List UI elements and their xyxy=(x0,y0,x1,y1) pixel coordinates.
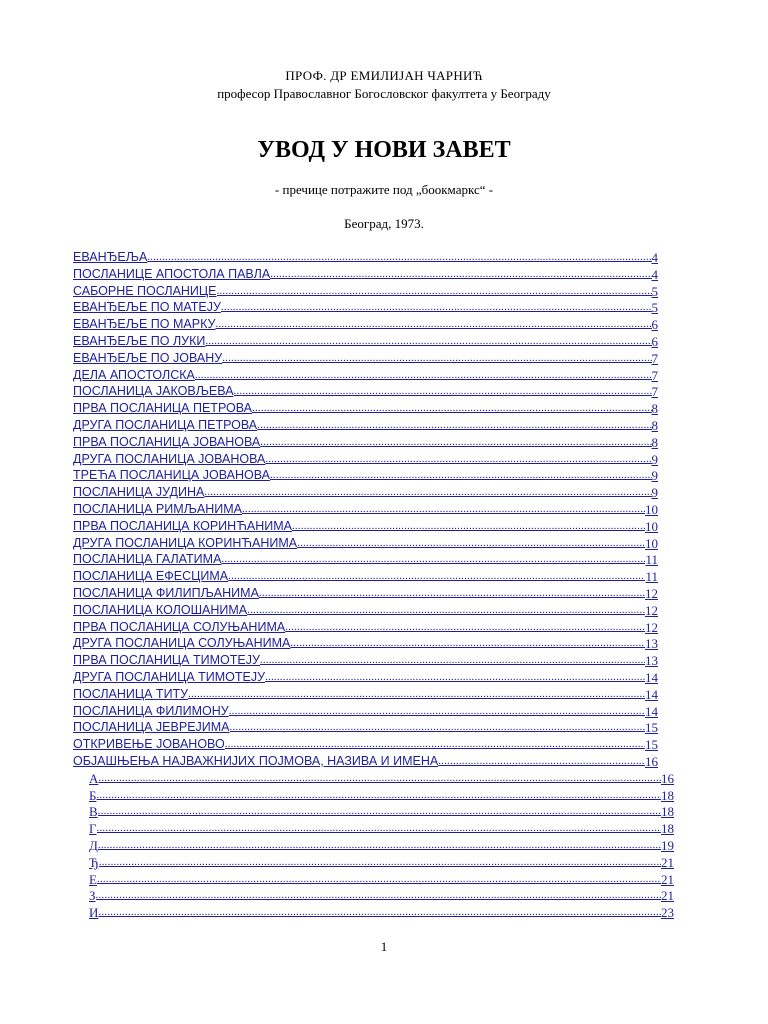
toc-entry-page: 18 xyxy=(661,804,674,820)
toc-entry-label: ПОСЛАНИЦА ТИТУ xyxy=(73,686,189,701)
toc-entry-page: 19 xyxy=(661,838,674,853)
toc-entry-page: 23 xyxy=(661,905,674,921)
toc-dot-leader xyxy=(234,384,652,399)
toc-entry[interactable] xyxy=(73,248,658,265)
toc-entry-label: ЕВАНЂЕЉЕ ПО ЛУКИ xyxy=(73,334,206,348)
toc-dot-leader xyxy=(228,569,645,584)
toc-entry-page: 21 xyxy=(661,871,674,887)
toc-entry[interactable] xyxy=(73,466,658,483)
toc-dot-leader xyxy=(97,872,661,887)
toc-entry[interactable] xyxy=(73,349,658,366)
toc-entry[interactable] xyxy=(73,534,658,551)
toc-entry-label: ПОСЛАНИЦА ЈУДИНА xyxy=(73,485,205,500)
toc-entry-label: ЕВАНЂЕЉЕ ПО МАТЕЈУ xyxy=(73,300,221,315)
toc-entry-page: 7 xyxy=(651,384,658,400)
toc-entry[interactable] xyxy=(73,298,658,315)
toc-dot-leader xyxy=(252,401,652,416)
toc-entry-label: ДРУГА ПОСЛАНИЦА СОЛУЊАНИМА xyxy=(73,636,291,651)
toc-entry[interactable] xyxy=(73,634,658,651)
toc-entry-page: 18 xyxy=(661,821,674,837)
toc-subentry[interactable] xyxy=(89,802,674,819)
toc-entry[interactable] xyxy=(73,567,658,584)
toc-entry[interactable] xyxy=(73,618,658,635)
toc-entry-label: ЕВАНЂЕЉЕ ПО ЈОВАНУ xyxy=(73,350,223,365)
toc-dot-leader xyxy=(290,636,645,651)
toc-entry-page: 10 xyxy=(645,518,658,534)
toc-entry-page: 9 xyxy=(651,451,658,467)
toc-dot-leader xyxy=(221,300,652,315)
toc-dot-leader xyxy=(285,620,645,635)
toc-dot-leader xyxy=(98,905,661,920)
author-affiliation: професор Православног Богословског факултета у Београду xyxy=(217,86,551,101)
toc-entry[interactable] xyxy=(73,366,658,383)
toc-entry-page: 8 xyxy=(651,401,658,417)
toc-entry-page: 11 xyxy=(645,569,658,585)
toc-entry-label: ДРУГА ПОСЛАНИЦА ЈОВАНОВА xyxy=(73,451,266,466)
toc-entry-label: ПОСЛАНИЦА ФИЛИПЉАНИМА xyxy=(73,586,259,600)
toc-entry-page: 13 xyxy=(645,653,658,669)
toc-entry-label: ДРУГА ПОСЛАНИЦА ТИМОТЕЈУ xyxy=(73,670,266,684)
toc-entry-page: 15 xyxy=(645,720,658,736)
toc-entry-page: 12 xyxy=(645,619,658,635)
toc-dot-leader xyxy=(97,821,661,836)
toc-subentry[interactable] xyxy=(89,870,674,887)
toc-entry-label: ПРВА ПОСЛАНИЦА ПЕТРОВА xyxy=(73,401,252,416)
toc-entry-label: ПРВА ПОСЛАНИЦА СОЛУЊАНИМА xyxy=(73,619,286,634)
toc-dot-leader xyxy=(217,284,652,299)
toc-entry[interactable] xyxy=(73,500,658,517)
toc-entry[interactable] xyxy=(73,332,658,349)
document-title: УВОД У НОВИ ЗАВЕТ xyxy=(257,137,511,163)
toc-dot-leader xyxy=(222,351,651,366)
toc-dot-leader xyxy=(98,771,661,786)
toc-subentry[interactable] xyxy=(89,886,674,903)
toc-entry-page: 14 xyxy=(645,703,658,719)
bookmark-hint: - пречице потражите под „боокмаркс“ - xyxy=(274,182,494,197)
toc-entry-page: 14 xyxy=(645,670,658,685)
toc-entry-page: 21 xyxy=(661,888,674,904)
toc-entry-label: ПОСЛАНИЦА ФИЛИМОНУ xyxy=(73,703,229,718)
toc-dot-leader xyxy=(242,502,645,517)
toc-subentry[interactable] xyxy=(89,903,674,920)
toc-dot-leader xyxy=(96,788,661,803)
toc-dot-leader xyxy=(265,670,645,685)
toc-entry-label: САБОРНЕ ПОСЛАНИЦЕ xyxy=(73,283,217,298)
toc-entry-page: 10 xyxy=(645,502,658,517)
toc-entry-label: ТРЕЋА ПОСЛАНИЦА ЈОВАНОВА xyxy=(73,468,270,483)
toc-entry-page: 12 xyxy=(645,586,658,601)
toc-dot-leader xyxy=(215,317,651,332)
toc-entry[interactable] xyxy=(73,651,658,668)
toc-entry[interactable] xyxy=(73,735,658,752)
place-and-year: Београд, 1973. xyxy=(344,216,424,231)
toc-entry-page: 15 xyxy=(645,737,658,753)
toc-entry-label: ПОСЛАНИЦА КОЛОШАНИМА xyxy=(73,602,248,617)
page-number: 1 xyxy=(380,939,388,954)
toc-entry-page: 8 xyxy=(651,418,658,433)
toc-dot-leader xyxy=(221,552,645,567)
toc-entry-page: 5 xyxy=(651,283,658,299)
toc-entry[interactable] xyxy=(73,450,658,467)
toc-dot-leader xyxy=(195,368,652,383)
toc-entry-label: ПОСЛАНИЦА ЈАКОВЉЕВА xyxy=(73,384,234,399)
toc-entry-label: ПРВА ПОСЛАНИЦА ТИМОТЕЈУ xyxy=(73,653,260,668)
toc-entry-page: 9 xyxy=(651,485,658,501)
toc-entry-page: 18 xyxy=(661,787,674,803)
toc-subentry[interactable] xyxy=(89,853,674,870)
toc-dot-leader xyxy=(229,704,645,719)
toc-dot-leader xyxy=(259,586,645,601)
toc-entry-page: 5 xyxy=(651,300,658,316)
toc-entry-page: 8 xyxy=(651,434,658,450)
toc-entry-label: И xyxy=(89,905,99,921)
toc-dot-leader xyxy=(270,267,651,282)
toc-dot-leader xyxy=(98,838,661,853)
toc-entry[interactable] xyxy=(73,315,658,332)
toc-entry-label: В xyxy=(89,804,98,820)
toc-entry-label: ПОСЛАНИЦА РИМЉАНИМА xyxy=(73,502,242,516)
toc-entry-label: Б xyxy=(89,787,97,803)
toc-dot-leader xyxy=(96,888,661,903)
toc-entry-page: 9 xyxy=(651,468,658,484)
toc-dot-leader xyxy=(297,536,645,551)
toc-subentry[interactable] xyxy=(89,819,674,836)
toc-entry[interactable] xyxy=(73,282,658,299)
toc-entry-label: ПОСЛАНИЦА ЕФЕСЦИМА xyxy=(73,569,229,584)
toc-entry-page: 6 xyxy=(651,334,658,349)
toc-entry[interactable] xyxy=(73,718,658,735)
toc-dot-leader xyxy=(260,435,651,450)
toc-entry-page: 12 xyxy=(645,602,658,618)
toc-entry-label: Д xyxy=(89,838,98,853)
toc-entry-page: 13 xyxy=(645,636,658,652)
toc-dot-leader xyxy=(204,485,651,500)
toc-subentry[interactable] xyxy=(89,786,674,803)
toc-entry[interactable] xyxy=(73,668,658,685)
toc-entry-label: Ђ xyxy=(89,854,99,870)
toc-entry-page: 7 xyxy=(651,367,658,383)
toc-entry[interactable] xyxy=(73,702,658,719)
toc-entry-label: ЕВАНЂЕЉА xyxy=(73,250,148,264)
toc-entry-label: ПОСЛАНИЦА ГАЛАТИМА xyxy=(73,552,222,567)
toc-subentry[interactable] xyxy=(89,836,674,853)
toc-entry[interactable] xyxy=(73,752,658,769)
toc-entry-page: 11 xyxy=(645,552,658,568)
toc-dot-leader xyxy=(247,603,645,618)
toc-entry[interactable] xyxy=(73,517,658,534)
toc-entry-label: ПОСЛАНИЦА ЈЕВРЕЈИМА xyxy=(73,720,230,735)
toc-entry-page: 4 xyxy=(651,266,658,282)
toc-entry[interactable] xyxy=(73,685,658,702)
toc-entry-page: 16 xyxy=(661,770,674,786)
toc-entry-page: 6 xyxy=(651,317,658,333)
toc-dot-leader xyxy=(292,519,645,534)
toc-entry[interactable] xyxy=(73,601,658,618)
toc-dot-leader xyxy=(270,468,652,483)
toc-entry-page: 10 xyxy=(645,535,658,551)
toc-dot-leader xyxy=(99,855,661,870)
toc-entry[interactable] xyxy=(73,550,658,567)
toc-entry-label: ОТКРИВЕЊЕ ЈОВАНОВО xyxy=(73,737,225,752)
toc-entry-page: 7 xyxy=(651,350,658,366)
toc-entry-label: ОБЈАШЊЕЊА НАЈВАЖНИЈИХ ПОЈМОВА, НАЗИВА И ИМЕНА xyxy=(73,754,439,768)
toc-entry-page: 14 xyxy=(645,686,658,702)
toc-entry[interactable] xyxy=(73,382,658,399)
toc-dot-leader xyxy=(147,250,651,265)
toc-entry-page: 4 xyxy=(651,250,658,265)
author-block xyxy=(0,67,768,103)
toc-dot-leader xyxy=(257,418,651,433)
toc-subentry[interactable] xyxy=(89,769,674,786)
toc-dot-leader xyxy=(438,754,645,769)
toc-entry-label: Е xyxy=(89,871,97,887)
toc-entry[interactable] xyxy=(73,483,658,500)
toc-entry-label: ПОСЛАНИЦЕ АПОСТОЛА ПАВЛА xyxy=(73,266,271,281)
toc-entry-label: ДРУГА ПОСЛАНИЦА ПЕТРОВА xyxy=(73,418,258,432)
toc-entry-label: ПРВА ПОСЛАНИЦА КОРИНЋАНИМА xyxy=(73,518,292,533)
toc-dot-leader xyxy=(205,334,651,349)
toc-entry-label: Г xyxy=(89,821,97,837)
toc-entry[interactable] xyxy=(73,265,658,282)
toc-dot-leader xyxy=(98,804,661,819)
toc-dot-leader xyxy=(260,653,645,668)
toc-dot-leader xyxy=(225,737,645,752)
toc-entry[interactable] xyxy=(73,584,658,601)
toc-entry-label: А xyxy=(89,770,99,786)
toc-entry-page: 16 xyxy=(645,754,658,769)
toc-entry-label: ДЕЛА АПОСТОЛСКА xyxy=(73,367,195,382)
toc-entry-label: ПРВА ПОСЛАНИЦА ЈОВАНОВА xyxy=(73,434,261,449)
toc-entry-label: З xyxy=(89,888,96,904)
toc-dot-leader xyxy=(230,720,645,735)
toc-entry[interactable] xyxy=(73,399,658,416)
toc-entry[interactable] xyxy=(73,416,658,433)
toc-entry-label: ЕВАНЂЕЉЕ ПО МАРКУ xyxy=(73,317,216,332)
toc-dot-leader xyxy=(188,687,645,702)
toc-entry-label: ДРУГА ПОСЛАНИЦА КОРИНЋАНИМА xyxy=(73,535,298,550)
toc-entry[interactable] xyxy=(73,433,658,450)
toc-entry-page: 21 xyxy=(661,854,674,870)
toc-dot-leader xyxy=(265,452,651,467)
author-name: ПРОФ. ДР ЕМИЛИЈАН ЧАРНИЋ xyxy=(285,68,483,83)
